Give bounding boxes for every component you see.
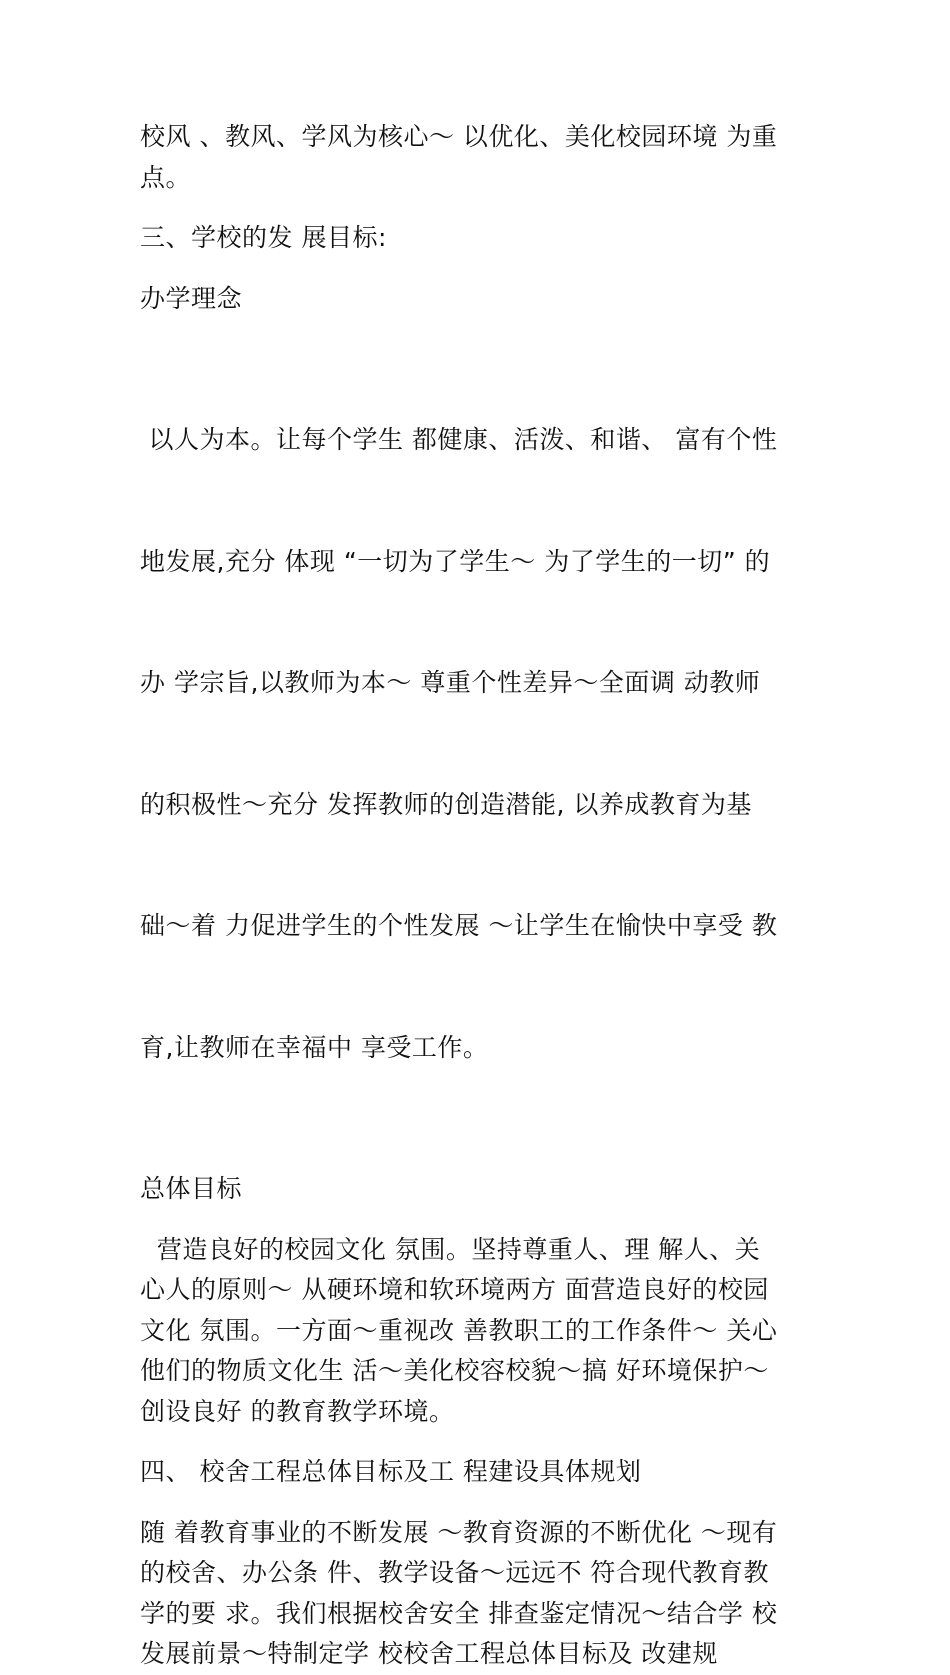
text-line: 心人的原则～ 从硬环境和软环境两方 面营造良好的校园	[140, 1275, 769, 1304]
text-line: 础～着 力促进学生的个性发展 ～让学生在愉快中享受 教	[140, 911, 778, 940]
text-line: 地发展,充分 体现 “一切为了学生～ 为了学生的一切” 的	[140, 546, 771, 576]
paragraph-school-philosophy	[140, 339, 820, 1149]
text-line: 创设良好 的教育教学环境。	[140, 1396, 455, 1426]
text-line: 育,让教师在幸福中 享受工作。	[140, 1032, 489, 1062]
text-line: 发展前景～特制定学 校校舍工程总体目标及 改建规	[140, 1639, 718, 1668]
text-line: 随 着教育事业的不断发展 ～教育资源的不断优化 ～现有	[140, 1517, 778, 1547]
text-line: 的积极性～充分 发挥教师的创造潜能, 以养成教育为基	[140, 789, 752, 819]
subheading-overall-goals	[140, 1169, 820, 1210]
paragraph-intro-continuation	[140, 117, 820, 198]
subheading-school-philosophy	[140, 279, 820, 320]
text-line: 文化 氛围。一方面～重视改 善教职工的工作条件～ 关心	[140, 1315, 778, 1345]
section-heading-development-goals	[140, 218, 820, 259]
text-line: 三、学校的发 展目标:	[140, 223, 387, 252]
text-line: 的校舍、办公条 件、教学设备～远远不 符合现代教育教	[140, 1558, 769, 1587]
text-line: 校风 、教风、学风为核心～ 以优化、美化校园环境 为重	[140, 122, 778, 151]
section-heading-building-project	[140, 1452, 820, 1493]
text-line: 总体目标	[140, 1174, 243, 1203]
text-line: 点。	[140, 162, 192, 192]
text-line: 办学理念	[140, 283, 243, 313]
text-line: 办 学宗旨,以教师为本～ 尊重个性差异～全面调 动教师	[140, 668, 761, 697]
text-line: 学的要 求。我们根据校舍安全 排查鉴定情况～结合学 校	[140, 1598, 778, 1628]
text-line: 营造良好的校园文化 氛围。坚持尊重人、理 解人、关	[140, 1234, 761, 1264]
paragraph-overall-goals	[140, 1230, 820, 1433]
text-line: 他们的物质文化生 活～美化校容校貌～搞 好环境保护～	[140, 1356, 769, 1385]
text-line: 以人为本。让每个学生 都健康、活泼、和谐、 富有个性	[140, 425, 778, 454]
text-line: 四、 校舍工程总体目标及工 程建设具体规划	[140, 1457, 642, 1486]
paragraph-building-project	[140, 1513, 820, 1675]
document-page	[140, 117, 820, 1675]
